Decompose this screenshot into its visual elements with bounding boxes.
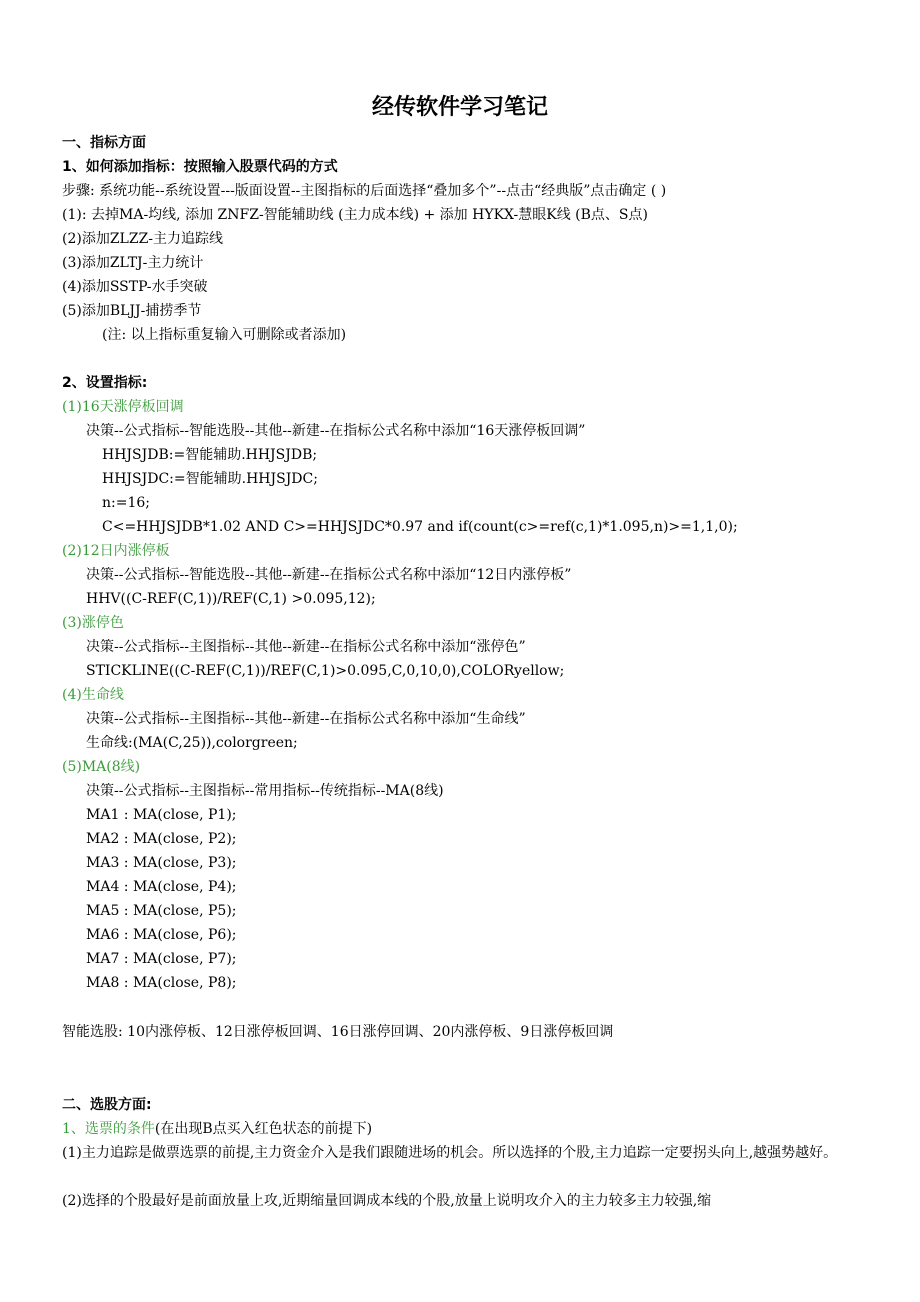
- indicator-16-title: (1)16天涨停板回调: [62, 399, 184, 415]
- set-indicator-heading: 2、设置指标:: [62, 375, 148, 391]
- indicator-lifeline-path: 决策--公式指标--主图指标--其他--新建--在指标公式名称中添加“生命线”: [86, 711, 526, 727]
- indicator-zt-title: (3)涨停色: [62, 615, 124, 631]
- paragraph: (2)选择的个股最好是前面放量上攻,近期缩量回调成本线的个股,放量上说明攻介入的主力较多主力较强,缩: [62, 1193, 712, 1209]
- indicator-12-path: 决策--公式指标--智能选股--其他--新建--在指标公式名称中添加“12日内涨停板”: [86, 567, 572, 583]
- code-line: C<=HHJSJDB*1.02 AND C>=HHJSJDC*0.97 and if(count(c>=ref(c,1)*1.095,n)>=1,1,0);: [102, 519, 738, 535]
- note-line: (注: 以上指标重复输入可删除或者添加): [102, 327, 347, 343]
- list-item: (1): 去掉MA-均线, 添加 ZNFZ-智能辅助线 (主力成本线) + 添加 HYKX-慧眼K线 (B点、S点): [62, 207, 648, 223]
- code-line: STICKLINE((C-REF(C,1))/REF(C,1)>0.095,C,0,10,0),COLORyellow;: [86, 663, 565, 679]
- condition-line: [62, 1119, 372, 1139]
- code-line: MA4 : MA(close, P4);: [86, 879, 237, 895]
- list-item: (5)添加BLJJ-捕捞季节: [62, 303, 202, 319]
- page-title: 经传软件学习笔记: [371, 95, 548, 120]
- list-item: (3)添加ZLTJ-主力统计: [62, 255, 204, 271]
- code-line: MA7 : MA(close, P7);: [86, 951, 237, 967]
- indicator-zt-path: 决策--公式指标--主图指标--其他--新建--在指标公式名称中添加“涨停色”: [86, 639, 526, 655]
- code-line: MA3 : MA(close, P3);: [86, 855, 237, 871]
- code-line: n:=16;: [102, 495, 150, 511]
- code-line: 生命线:(MA(C,25)),colorgreen;: [86, 735, 298, 751]
- steps-line: 步骤: 系统功能--系统设置---版面设置--主图指标的后面选择“叠加多个”--点击“经典版”点击确定 ( ): [62, 183, 667, 199]
- code-line: MA2 : MA(close, P2);: [86, 831, 237, 847]
- code-line: MA6 : MA(close, P6);: [86, 927, 237, 943]
- section2-heading: 二、选股方面:: [62, 1097, 152, 1113]
- list-item: (4)添加SSTP-水手突破: [62, 279, 208, 295]
- section1-heading: 一、指标方面: [62, 135, 146, 151]
- code-line: HHJSJDC:=智能辅助.HHJSJDC;: [102, 471, 318, 487]
- condition-title: 1、选票的条件: [62, 1121, 155, 1137]
- indicator-lifeline-title: (4)生命线: [62, 687, 124, 703]
- code-line: MA5 : MA(close, P5);: [86, 903, 237, 919]
- indicator-ma-path: 决策--公式指标--主图指标--常用指标--传统指标--MA(8线): [86, 783, 444, 799]
- indicator-ma-title: (5)MA(8线): [62, 759, 141, 775]
- code-line: MA8 : MA(close, P8);: [86, 975, 237, 991]
- code-line: HHJSJDB:=智能辅助.HHJSJDB;: [102, 447, 318, 463]
- list-item: (2)添加ZLZZ-主力追踪线: [62, 231, 224, 247]
- code-line: HHV((C-REF(C,1))/REF(C,1) >0.095,12);: [86, 591, 376, 607]
- paragraph: (1)主力追踪是做票选票的前提,主力资金介入是我们跟随进场的机会。所以选择的个股,主力追踪一定要拐头向上,越强势越好。: [62, 1145, 838, 1161]
- add-indicator-heading: 1、如何添加指标：按照输入股票代码的方式: [62, 159, 338, 175]
- smart-selection-line: 智能选股: 10内涨停板、12日涨停板回调、16日涨停回调、20内涨停板、9日涨停板回调: [62, 1024, 614, 1040]
- condition-note: (在出现B点买入红色状态的前提下): [154, 1121, 373, 1137]
- indicator-16-path: 决策--公式指标--智能选股--其他--新建--在指标公式名称中添加“16天涨停板回调”: [86, 423, 586, 439]
- code-line: MA1 : MA(close, P1);: [86, 807, 237, 823]
- indicator-12-title: (2)12日内涨停板: [62, 543, 170, 559]
